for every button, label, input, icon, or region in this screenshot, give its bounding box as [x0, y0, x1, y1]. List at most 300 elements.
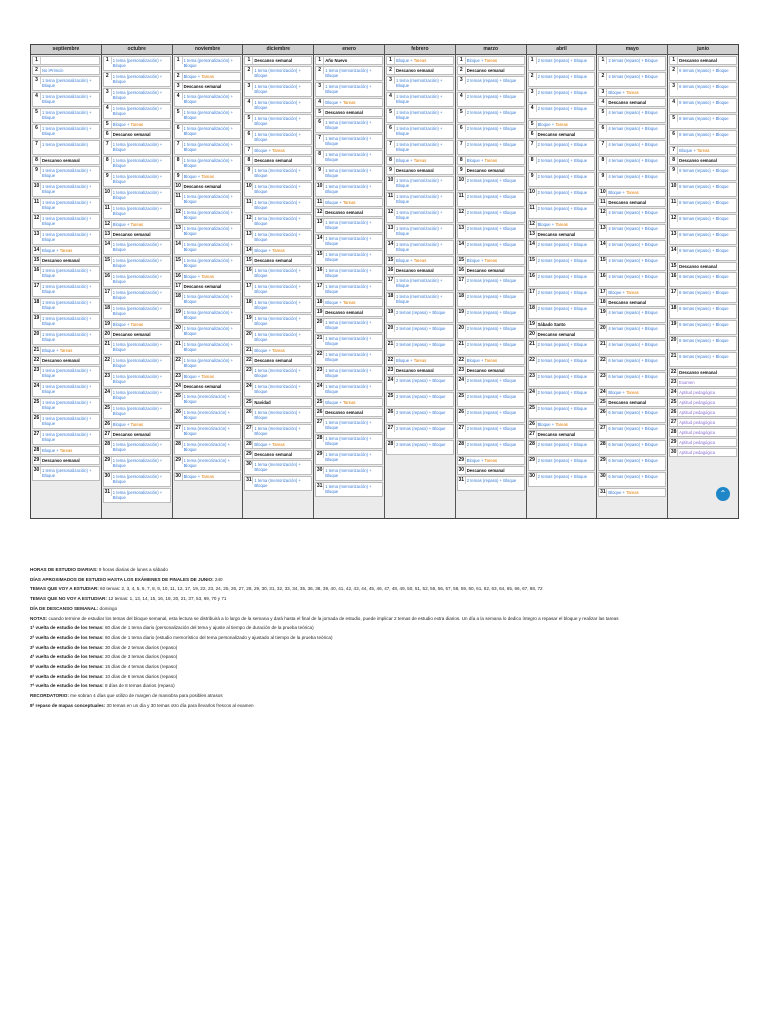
- day-number: 19: [529, 321, 535, 327]
- month-column: [31, 45, 102, 518]
- note-label: NOTAS:: [30, 615, 48, 621]
- day-activity: Descanso semanal: [466, 368, 505, 373]
- day-activity: 1 tema (personalización) + Bloque: [42, 126, 92, 136]
- day-activity: 6 temas (repaso) + Bloque: [608, 358, 658, 363]
- day-number: 17: [670, 289, 677, 295]
- day-cell: [174, 224, 242, 239]
- day-cell: [174, 72, 242, 81]
- day-activity: 1 tema (memorización) + Bloque: [254, 410, 301, 420]
- day-number: 12: [529, 221, 535, 227]
- day-cell: [103, 356, 171, 371]
- day-cell: [174, 392, 242, 407]
- day-cell: [103, 472, 171, 487]
- scroll-top-button[interactable]: [716, 487, 730, 501]
- day-number: 13: [458, 225, 465, 231]
- day-number: 9: [104, 173, 112, 180]
- note-label: 7ª vuelta de estudio de los temas:: [30, 683, 104, 689]
- day-number: 19: [104, 321, 111, 327]
- day-cell: [32, 92, 100, 107]
- day-cell: [386, 276, 454, 291]
- day-activity: Examen: [679, 380, 695, 385]
- day-cell: [598, 340, 666, 355]
- day-activity: Descanso semanal: [183, 184, 222, 189]
- month-column: [597, 45, 668, 518]
- day-number: 21: [33, 347, 40, 353]
- day-activity: Bloque + Tareas: [608, 290, 639, 295]
- month-column: [243, 45, 314, 518]
- tareas-tag: Tareas: [342, 200, 356, 205]
- day-activity: 1 tema (memorización) + Bloque: [325, 184, 372, 194]
- day-activity: 1 tema (memorización) + Bloque: [254, 232, 301, 242]
- day-number: 20: [458, 325, 465, 331]
- day-cell: [244, 230, 312, 245]
- day-number: 13: [246, 231, 252, 237]
- day-number: 28: [529, 441, 535, 447]
- day-number: 4: [458, 93, 466, 100]
- day-number: 2: [104, 73, 112, 80]
- day-cell: [457, 240, 525, 255]
- day-number: 25: [387, 393, 394, 399]
- day-number: 27: [529, 431, 535, 437]
- day-number: 8: [245, 157, 253, 164]
- day-activity: 1 tema (personalización) + Bloque: [183, 94, 234, 104]
- month-column: [173, 45, 244, 518]
- day-cell: [457, 408, 525, 423]
- day-number: 5: [104, 121, 112, 128]
- day-cell: [244, 476, 312, 491]
- note-label: 1ª vuelta de estudio de los temas:: [30, 625, 104, 631]
- day-number: 21: [387, 341, 394, 347]
- day-activity: 1 tema (memorización) + Bloque: [325, 120, 372, 130]
- day-activity: Descanso semanal: [112, 132, 151, 137]
- day-number: 15: [387, 257, 394, 263]
- day-number: 7: [458, 141, 466, 148]
- day-activity: 2 temas (repaso) + Bloque: [466, 78, 517, 83]
- day-number: 27: [316, 419, 323, 425]
- day-cell: [598, 288, 666, 297]
- day-cell: [528, 88, 596, 103]
- day-activity: Bloque + Tareas: [325, 200, 356, 205]
- day-cell: [32, 230, 100, 245]
- day-number: 10: [33, 183, 40, 189]
- day-cell: [103, 188, 171, 203]
- day-activity: 1 tema (memorización) + Bloque: [325, 136, 372, 146]
- day-number: 7: [245, 147, 253, 154]
- day-number: 12: [458, 209, 465, 215]
- day-activity: 2 temas (repaso) + Bloque: [466, 242, 517, 247]
- day-activity: 2 temas (repaso) + Bloque: [466, 426, 517, 431]
- day-activity: 1 tema (memorización) + Bloque: [254, 332, 301, 342]
- day-number: 31: [104, 489, 111, 495]
- day-number: 27: [458, 425, 465, 431]
- day-cell: [598, 256, 666, 271]
- day-number: 17: [529, 289, 535, 295]
- day-number: 21: [104, 341, 111, 347]
- day-cell: [315, 350, 383, 365]
- day-number: 1: [599, 57, 607, 64]
- day-cell: [386, 324, 454, 339]
- day-activity: 1 tema (memorización) + Bloque: [254, 200, 301, 210]
- day-activity: Descanso semanal: [42, 358, 80, 363]
- day-number: 22: [246, 357, 252, 363]
- day-number: 24: [458, 377, 465, 383]
- day-cell: [386, 256, 454, 265]
- day-number: 5: [458, 109, 466, 116]
- day-activity: Bloque + Tareas: [325, 100, 356, 105]
- day-activity: Aptitud pedagógica: [679, 390, 716, 395]
- day-activity: 4 temas (repaso) + Bloque: [608, 258, 658, 263]
- day-cell: [386, 308, 454, 323]
- day-cell: [386, 240, 454, 255]
- day-cell: [669, 98, 737, 113]
- day-cell: [598, 208, 666, 223]
- tareas-tag: Tareas: [342, 300, 356, 305]
- day-cell: [32, 214, 100, 229]
- day-cell: [103, 104, 171, 119]
- day-activity: Descanso semanal: [325, 410, 363, 415]
- day-number: 14: [104, 241, 111, 247]
- day-number: 6: [387, 125, 395, 132]
- day-number: 28: [387, 441, 394, 447]
- day-number: 14: [175, 241, 181, 247]
- day-activity: Bloque + Tareas: [608, 390, 639, 395]
- day-cell: [174, 282, 242, 291]
- day-activity: 1 tema (memorización) + Bloque: [325, 320, 372, 330]
- day-cell: [528, 256, 596, 271]
- day-activity: 1 tema (memorización) + Bloque: [183, 442, 231, 452]
- day-activity: Descanso semanal: [254, 58, 293, 63]
- day-activity: 1 tema (personalización) + Bloque: [42, 268, 92, 278]
- day-activity: 1 tema (memorización) + Bloque: [325, 436, 372, 446]
- day-cell: [174, 256, 242, 271]
- note-line: [30, 633, 730, 643]
- day-cell: [598, 156, 666, 171]
- day-number: 31: [600, 489, 606, 495]
- day-number: 11: [104, 205, 110, 211]
- day-number: 26: [529, 421, 535, 427]
- day-activity: 1 tema (personalización) + Bloque: [183, 110, 234, 120]
- day-activity: 8 temas (repaso) + Bloque: [679, 354, 729, 359]
- day-cell: [598, 172, 666, 187]
- day-cell: [669, 408, 737, 417]
- day-cell: [528, 56, 596, 71]
- day-activity: 2 temas (repaso) + Bloque: [466, 178, 517, 183]
- day-number: 31: [246, 477, 252, 483]
- day-activity: 1 tema (personalización) + Bloque: [183, 158, 234, 168]
- note-text: 20 días de 3 temas diarios (repaso): [103, 654, 178, 660]
- day-activity: 1 tema (memorización) + Bloque: [254, 300, 301, 310]
- day-number: 18: [246, 299, 252, 305]
- month-column: [456, 45, 527, 518]
- day-number: 9: [245, 167, 253, 174]
- day-cell: [244, 424, 312, 439]
- day-activity: 2 temas (repaso) + Bloque: [466, 442, 517, 447]
- day-cell: [528, 320, 596, 329]
- month-column: [385, 45, 456, 518]
- day-number: 1: [458, 57, 466, 64]
- day-cell: [32, 456, 100, 465]
- day-activity: 6 temas (repaso) + Bloque: [608, 458, 658, 463]
- day-number: 7: [387, 141, 395, 148]
- day-cell: [457, 440, 525, 455]
- day-activity: Bloque + Tareas: [112, 422, 144, 427]
- day-number: 18: [529, 305, 535, 311]
- day-number: 3: [529, 89, 537, 96]
- day-number: 30: [316, 467, 323, 473]
- day-number: 21: [529, 341, 535, 347]
- day-cell: [457, 424, 525, 439]
- day-activity: Bloque + Tareas: [325, 400, 356, 405]
- note-label: TEMAS QUE NO VOY A ESTUDIAR:: [30, 596, 107, 602]
- day-activity: Descanso semanal: [466, 268, 505, 273]
- month-header: febrero: [385, 45, 455, 55]
- day-cell: [669, 56, 737, 65]
- day-activity: 1 tema (memorización) + Bloque: [395, 242, 443, 252]
- day-number: 13: [529, 231, 535, 237]
- day-number: 5: [670, 115, 678, 122]
- day-cell: [174, 192, 242, 207]
- day-number: 29: [175, 457, 181, 463]
- day-number: 26: [387, 409, 394, 415]
- day-activity: 2 temas (repaso) + Bloque: [466, 278, 517, 283]
- day-number: 5: [316, 109, 324, 116]
- day-cell: [386, 108, 454, 123]
- day-cell: [315, 318, 383, 333]
- day-number: 29: [33, 457, 40, 463]
- day-number: 19: [600, 309, 606, 315]
- day-activity: 1 tema (personalización) + Bloque: [112, 490, 163, 500]
- day-cell: [244, 330, 312, 345]
- day-number: 22: [104, 357, 111, 363]
- day-cell: [598, 398, 666, 407]
- day-number: 3: [33, 77, 41, 84]
- day-activity: 4 temas (repaso) + Bloque: [608, 174, 658, 179]
- month-column: [314, 45, 385, 518]
- day-number: 21: [175, 341, 181, 347]
- day-number: 23: [33, 367, 40, 373]
- day-activity: 1 tema (personalización) + Bloque: [112, 406, 163, 416]
- day-number: 3: [387, 77, 395, 84]
- day-cell: [528, 330, 596, 339]
- day-cell: [174, 308, 242, 323]
- day-cell: [32, 356, 100, 365]
- day-number: 11: [529, 205, 535, 211]
- day-number: 14: [33, 247, 40, 253]
- day-cell: [386, 66, 454, 75]
- day-activity: 1 tema (memorización) + Bloque: [395, 226, 443, 236]
- day-activity: Descanso semanal: [42, 158, 80, 163]
- day-activity: 1 tema (personalización) + Bloque: [112, 206, 163, 216]
- day-number: 26: [246, 409, 252, 415]
- day-number: 24: [600, 389, 606, 395]
- day-activity: Aptitud pedagógica: [679, 430, 716, 435]
- day-number: 17: [387, 277, 394, 283]
- note-label: 3ª vuelta de estudio de los temas:: [30, 644, 104, 650]
- day-activity: 1 tema (memorización) + Bloque: [254, 116, 301, 126]
- day-cell: [669, 352, 737, 367]
- note-line: [30, 701, 730, 711]
- day-cell: [32, 108, 100, 123]
- day-activity: 2 temas (repaso) + Bloque: [537, 342, 588, 347]
- day-cell: [315, 150, 383, 165]
- day-activity: Descanso semanal: [254, 158, 293, 163]
- day-cell: [386, 224, 454, 239]
- day-activity: 4 temas (repaso) + Bloque: [608, 274, 658, 279]
- day-cell: [528, 356, 596, 371]
- day-cell: [528, 204, 596, 219]
- note-label: DÍA DE DESCANSO SEMANAL:: [30, 605, 99, 611]
- day-cell: [174, 382, 242, 391]
- day-number: 6: [175, 125, 183, 132]
- tareas-tag: Tareas: [484, 58, 498, 63]
- day-cell: [174, 92, 242, 107]
- day-number: 19: [246, 315, 252, 321]
- day-cell: [174, 324, 242, 339]
- note-text: 12 temas: 1, 13, 14, 15, 16, 18, 20, 21, 37, 53, 69, 70 y 71: [106, 596, 227, 602]
- day-cell: [315, 382, 383, 397]
- note-text: 240: [213, 576, 223, 582]
- day-number: 9: [458, 167, 466, 174]
- day-activity: 1 tema (personalización) + Bloque: [183, 258, 234, 268]
- day-cell: [669, 66, 737, 81]
- day-cell: [174, 340, 242, 355]
- day-activity: Descanso semanal: [112, 432, 151, 437]
- day-number: 7: [529, 141, 537, 148]
- day-number: 23: [529, 373, 535, 379]
- tareas-tag: Tareas: [272, 348, 285, 353]
- day-cell: [598, 356, 666, 371]
- day-activity: 8 temas (repaso) + Bloque: [679, 248, 729, 253]
- day-activity: 1 tema (personalización) + Bloque: [112, 390, 163, 400]
- day-activity: 1 tema (memorización) + Bloque: [254, 68, 301, 78]
- day-cell: [315, 66, 383, 81]
- day-activity: 8 temas (repaso) + Bloque: [679, 184, 729, 189]
- day-number: 24: [33, 383, 40, 389]
- day-cell: [174, 472, 242, 481]
- day-activity: Bloque + Tareas: [395, 358, 427, 363]
- day-activity: 1 tema (personalización) + Bloque: [42, 416, 92, 426]
- note-line: [30, 662, 730, 672]
- day-activity: Bloque + Tareas: [183, 74, 214, 79]
- day-number: 26: [104, 421, 111, 427]
- day-cell: [315, 334, 383, 349]
- day-activity: 1 tema (memorización) + Bloque: [325, 168, 372, 178]
- day-number: 28: [600, 441, 606, 447]
- day-number: 21: [670, 353, 677, 359]
- day-cell: [103, 320, 171, 329]
- day-number: 16: [600, 273, 606, 279]
- day-cell: [174, 356, 242, 371]
- day-activity: Descanso semanal: [679, 58, 717, 63]
- day-number: 20: [529, 331, 535, 337]
- day-number: 8: [316, 151, 324, 158]
- day-number: 22: [670, 369, 677, 375]
- day-number: 4: [599, 99, 607, 106]
- day-number: 12: [246, 215, 252, 221]
- day-number: 26: [458, 409, 465, 415]
- day-activity: 1 tema (personalización) + Bloque: [42, 384, 92, 394]
- day-activity: Bloque + Tareas: [42, 348, 73, 353]
- day-number: 10: [387, 177, 394, 183]
- day-cell: [457, 56, 525, 65]
- day-number: 22: [175, 357, 181, 363]
- day-cell: [386, 124, 454, 139]
- day-activity: 1 tema (personalización) + Bloque: [42, 284, 92, 294]
- day-number: 25: [246, 399, 252, 405]
- day-cell: [32, 140, 100, 155]
- day-activity: 8 temas (repaso) + Bloque: [679, 100, 729, 105]
- day-cell: [457, 356, 525, 365]
- day-cell: [32, 166, 100, 181]
- day-number: 7: [175, 141, 183, 148]
- day-cell: [315, 134, 383, 149]
- day-activity: 6 temas (repaso) + Bloque: [608, 474, 658, 479]
- day-activity: 2 temas (repaso) + Bloque: [537, 58, 588, 63]
- note-text: 60 temas: 2, 3, 4, 5, 6, 7, 8, 9, 10, 11, 12, 17, 19, 22, 23, 24, 25, 26, 27, 28, 29, 30, 31, 32, 33, 34, 35, 36, 38, 39, 40, 41, 42, 43, 44, 45, 46, 47, 48, 49, 50, 51, 52, 55, 56, 57, 58, 59, 60, 61, 62, 63, 64, 65, 66, 67, 68, 72: [98, 586, 543, 592]
- day-cell: [598, 272, 666, 287]
- day-number: 17: [458, 277, 465, 283]
- day-number: 23: [246, 367, 252, 373]
- day-activity: 2 temas (repaso) + Bloque: [466, 210, 517, 215]
- day-number: 6: [670, 131, 678, 138]
- day-activity: 4 temas (repaso) + Bloque: [608, 142, 658, 147]
- day-cell: [386, 92, 454, 107]
- day-activity: 2 temas (repaso) + Bloque: [537, 174, 588, 179]
- day-number: 2: [175, 73, 183, 80]
- day-activity: 1 tema (memorización) + Bloque: [325, 384, 372, 394]
- day-number: 4: [529, 105, 537, 112]
- day-number: 9: [529, 173, 537, 180]
- day-number: 6: [104, 131, 112, 138]
- day-activity: Bloque + Tareas: [608, 90, 639, 95]
- day-cell: [244, 256, 312, 265]
- day-activity: 2 temas (repaso) + Bloque: [466, 394, 517, 399]
- day-cell: [32, 314, 100, 329]
- day-number: 6: [599, 125, 607, 132]
- day-cell: [669, 336, 737, 351]
- day-number: 29: [316, 451, 323, 457]
- day-number: 3: [599, 89, 607, 96]
- day-number: 28: [104, 441, 111, 447]
- day-number: 24: [670, 389, 677, 395]
- day-activity: 1 tema (personalización) + Bloque: [183, 226, 234, 236]
- tareas-tag: Tareas: [413, 258, 427, 263]
- day-cell: [598, 72, 666, 87]
- day-cell: [103, 120, 171, 129]
- day-cell: [598, 224, 666, 239]
- day-cell: [244, 82, 312, 97]
- day-activity: 2 temas (repaso) + Bloque: [537, 158, 588, 163]
- day-activity: 2 temas (repaso) + Bloque: [466, 310, 517, 315]
- day-number: 1: [387, 57, 395, 64]
- day-cell: [669, 388, 737, 397]
- day-number: 6: [529, 131, 537, 138]
- day-activity: 2 temas (repaso) + Bloque: [537, 206, 588, 211]
- day-number: 21: [316, 335, 323, 341]
- day-activity: 2 temas (repaso) + Bloque: [537, 106, 588, 111]
- note-line: [30, 681, 730, 691]
- tareas-tag: Tareas: [555, 222, 568, 227]
- day-cell: [598, 424, 666, 439]
- day-activity: Descanso semanal: [608, 200, 647, 205]
- day-number: 11: [33, 199, 40, 205]
- day-cell: [598, 324, 666, 339]
- day-activity: 1 tema (memorización) + Bloque: [254, 84, 301, 94]
- day-cell: [528, 420, 596, 429]
- day-activity: Bloque + Tareas: [183, 474, 214, 479]
- day-cell: [457, 108, 525, 123]
- day-cell: [315, 182, 383, 197]
